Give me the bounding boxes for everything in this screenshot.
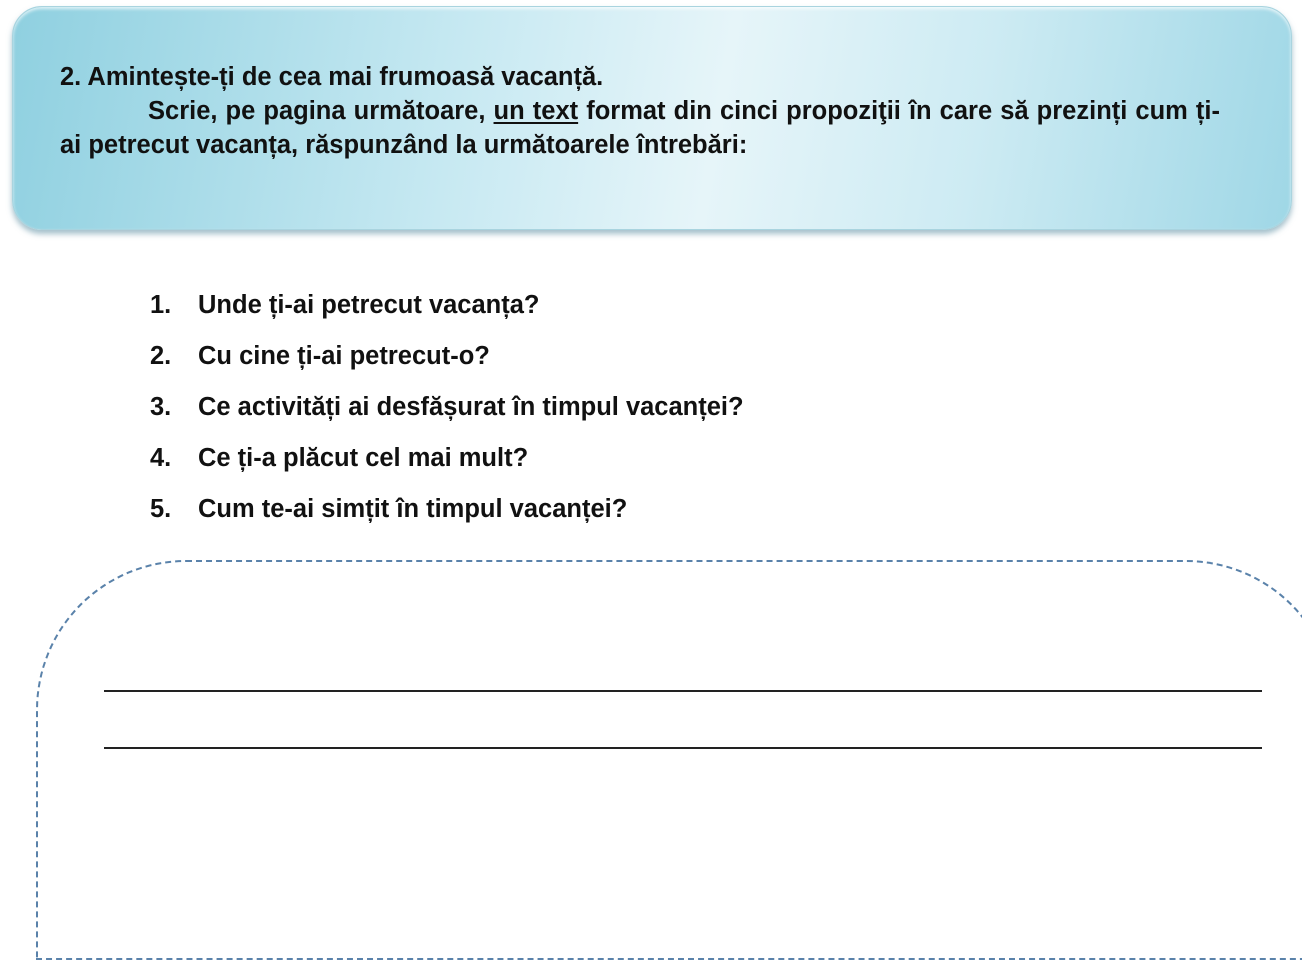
task-body <box>60 94 1220 162</box>
question-item-3 <box>150 386 744 437</box>
task-body-underlined: un text <box>493 97 579 125</box>
question-number: 5. <box>150 495 172 523</box>
question-item-5 <box>150 488 744 539</box>
question-item-4 <box>150 437 744 488</box>
answer-line-2[interactable] <box>104 747 1262 749</box>
task-body-start: Scrie, pe pagina următoare, <box>148 97 494 125</box>
question-text: Unde ți-ai petrecut vacanța? <box>198 291 540 319</box>
question-list <box>150 284 744 539</box>
question-number: 3. <box>150 393 172 421</box>
task-title: 2. Amintește-ți de cea mai frumoasă vacanță. <box>60 63 604 91</box>
task-instruction-text <box>60 60 1220 162</box>
question-text: Ce activități ai desfășurat în timpul vacanței? <box>198 393 744 421</box>
question-text: Cu cine ți-ai petrecut-o? <box>198 342 490 370</box>
question-number: 2. <box>150 342 172 370</box>
question-item-2 <box>150 335 744 386</box>
question-text: Cum te-ai simțit în timpul vacanței? <box>198 495 628 523</box>
task-body-end: format din cinci propoziţii în care să prezinți cum ți-ai petrecut vacanța, răspunzând la următoarele întrebări: <box>60 97 1221 159</box>
question-number: 1. <box>150 291 172 319</box>
answer-writing-area[interactable] <box>36 560 1302 960</box>
answer-line-1[interactable] <box>104 690 1262 692</box>
question-item-1 <box>150 284 744 335</box>
question-number: 4. <box>150 444 172 472</box>
question-text: Ce ți-a plăcut cel mai mult? <box>198 444 529 472</box>
